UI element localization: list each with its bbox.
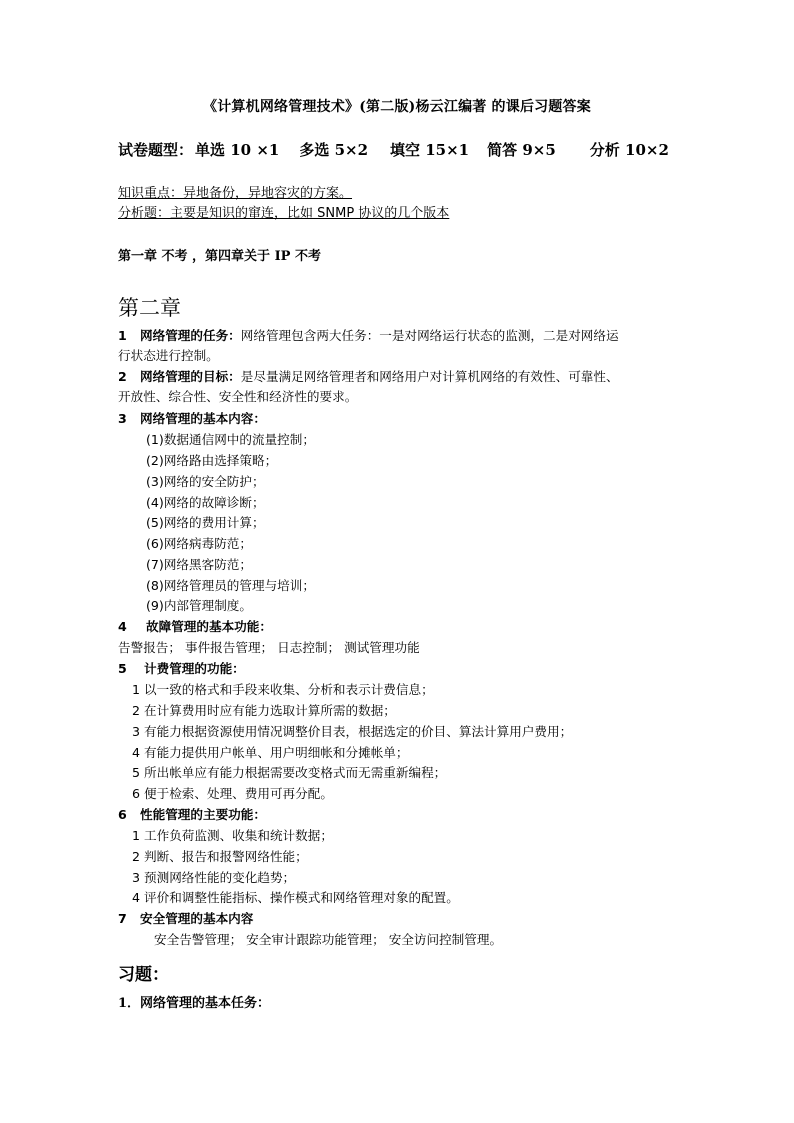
item-4-text: 告警报告； 事件报告管理； 日志控制； 测试管理功能 [118, 640, 420, 655]
item-1-continuation: 行状态进行控制。 [118, 348, 219, 363]
item-number: 5 [118, 661, 127, 676]
note-key-points: 知识重点：异地备份，异地容灾的方案。 [118, 186, 353, 201]
list-item: (2)网络路由选择策略； [146, 453, 278, 468]
item-text: 是尽量满足网络管理者和网络用户对计算机网络的有效性、可靠性、 [240, 369, 619, 384]
list-item: (4)网络的故障诊断； [146, 495, 265, 510]
item-heading: 安全管理的基本内容 [140, 911, 254, 926]
item-4 [118, 619, 272, 635]
list-item: (9)内部管理制度。 [146, 598, 252, 613]
exam-scope-note: 第一章 不考 ，第四章关于 IP 不考 [118, 249, 321, 264]
item-heading: 故障管理的基本功能： [146, 619, 272, 634]
list-item: 3 有能力根据资源使用情况调整价目表，根据选定的价目、算法计算用户费用； [132, 724, 573, 739]
item-2 [118, 369, 619, 385]
item-number: 2 [118, 369, 127, 384]
item-heading: 网络管理的基本内容： [140, 411, 266, 426]
list-item: 2 判断、报告和报警网络性能； [132, 849, 308, 864]
item-heading: 网络管理的任务： [140, 328, 241, 343]
list-item: 1 以一致的格式和手段来收集、分析和表示计费信息； [132, 682, 434, 697]
list-item: (3)网络的安全防护； [146, 474, 265, 489]
list-item: (6)网络病毒防范； [146, 536, 252, 551]
item-heading: 性能管理的主要功能： [140, 807, 266, 822]
item-heading: 计费管理的功能： [144, 661, 245, 676]
list-item: 6 便于检索、处理、费用可再分配。 [132, 786, 333, 801]
item-2-continuation: 开放性、综合性、安全性和经济性的要求。 [118, 389, 358, 404]
list-item: 1 工作负荷监测、收集和统计数据； [132, 828, 333, 843]
document-title: 《计算机网络管理技术》(第二版)杨云江编著 的课后习题答案 [203, 99, 591, 115]
item-3 [118, 411, 266, 427]
list-item: 4 有能力提供用户帐单、用户明细帐和分摊帐单； [132, 745, 409, 760]
list-item: 4 评价和调整性能指标、操作模式和网络管理对象的配置。 [132, 890, 459, 905]
chapter-heading: 第二章 [118, 296, 181, 320]
item-6 [118, 807, 266, 823]
exam-type-analysis: 分析 10×2 [589, 141, 669, 159]
item-1 [118, 328, 619, 344]
exam-type-multi: 多选 5×2 [299, 141, 369, 159]
list-item: (5)网络的费用计算； [146, 515, 265, 530]
exercise-question-1: 1．网络管理的基本任务： [118, 996, 271, 1011]
item-7 [118, 911, 253, 927]
item-text: 网络管理包含两大任务：一是对网络运行状态的监测，二是对网络运 [240, 328, 619, 343]
exercises-heading: 习题： [118, 965, 169, 985]
list-item: (7)网络黑客防范； [146, 557, 252, 572]
exam-type-single: 单选 10 ×1 [195, 141, 280, 159]
exam-type-short: 简答 9×5 [487, 141, 556, 159]
item-number: 6 [118, 807, 127, 822]
exam-question-types [118, 139, 669, 160]
exam-type-fill: 填空 15×1 [390, 141, 470, 159]
item-7-text: 安全告警管理； 安全审计跟踪功能管理； 安全访问控制管理。 [154, 932, 503, 947]
item-number: 1 [118, 328, 127, 343]
list-item: (1)数据通信网中的流量控制； [146, 432, 315, 447]
note-analysis: 分析题：主要是知识的窜连，比如 SNMP 协议的几个版本 [118, 206, 450, 221]
item-number: 4 [118, 619, 127, 634]
item-heading: 网络管理的目标： [140, 369, 241, 384]
list-item: 2 在计算费用时应有能力选取计算所需的数据； [132, 703, 396, 718]
list-item: 3 预测网络性能的变化趋势； [132, 870, 296, 885]
item-5 [118, 661, 245, 677]
item-number: 3 [118, 411, 127, 426]
list-item: (8)网络管理员的管理与培训； [146, 578, 315, 593]
exam-types-label: 试卷题型： [118, 141, 194, 159]
item-number: 7 [118, 911, 127, 926]
list-item: 5 所出帐单应有能力根据需要改变格式而无需重新编程； [132, 765, 447, 780]
